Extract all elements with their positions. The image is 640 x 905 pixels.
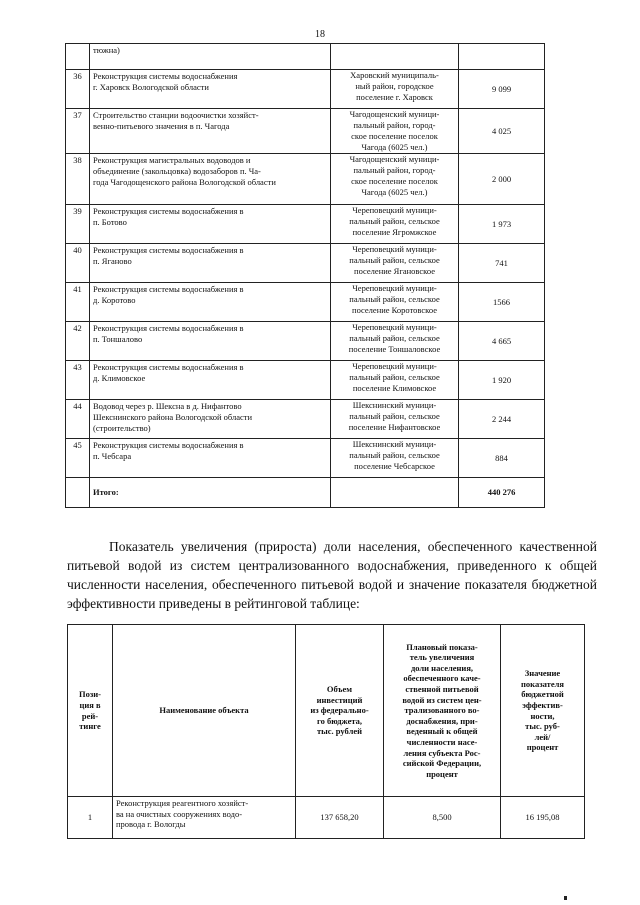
object-name: Реконструкция системы водоснабжения г. Харовск Вологодской области [90,70,331,109]
object-location: Харовский муниципаль- ный район, городское поселение г. Харовск [331,70,459,109]
table-row [66,109,545,154]
object-location: Череповецкий муници- пальный район, сельское поселение Тоншаловское [331,322,459,361]
object-name: Строительство станции водоочистки хозяйст- венно-питьевого значения в п. Чагода [90,109,331,154]
row-number: 39 [66,205,90,244]
object-name: Реконструкция системы водоснабжения в п. Яганово [90,244,331,283]
total-label: Итого: [90,478,331,508]
object-location: Череповецкий муници- пальный район, сельское поселение Климовское [331,361,459,400]
row-number: 44 [66,400,90,439]
header-investment: Объем инвестиций из федерально- го бюджета, тыс. рублей [296,625,384,797]
table-row [66,205,545,244]
header-efficiency: Значение показателя бюджетной эффектив- ности, тыс. руб- лей/ процент [501,625,585,797]
header-share: Плановый показа- тель увеличения доли населения, обеспеченного каче- ственной питьевой водой из систем цен- трализованного во- доснабжения, при- веденный к общей численности насе- ления субъекта Рос- сийской Федерации, процент [384,625,501,797]
investment-value: 2 244 [459,400,545,439]
investment-value: 1 973 [459,205,545,244]
row-number: 42 [66,322,90,361]
investment-value: 1566 [459,283,545,322]
page-number: 18 [315,29,325,40]
investment-value: 9 099 [459,70,545,109]
table-row [66,439,545,478]
projects-table [65,43,545,508]
object-location: Череповецкий муници- пальный район, сельское поселение Ягановское [331,244,459,283]
investment-value: 2 000 [459,154,545,205]
rating-position: 1 [68,797,113,839]
object-name: Реконструкция системы водоснабжения в д. Коротово [90,283,331,322]
object-location: Череповецкий муници- пальный район, сельское поселение Коротовское [331,283,459,322]
object-name: Реконструкция системы водоснабжения в п. Тоншалово [90,322,331,361]
table-header-row [68,625,585,797]
header-name: Наименование объекта [113,625,296,797]
table-row [66,283,545,322]
object-name: Реконструкция реагентного хозяйст- ва на очистных сооружениях водо- провода г. Вологды [113,797,296,839]
table-row [66,361,545,400]
object-name: Реконструкция магистральных водоводов и объединение (закольцовка) водозаборов п. Ча- года Чагодощенского района Вологодской области [90,154,331,205]
row-number: 37 [66,109,90,154]
object-location: Чагодощенский муници- пальный район, город- ское поселение поселок Чагода (6025 чел.) [331,154,459,205]
row-number: 40 [66,244,90,283]
investment-value: 884 [459,439,545,478]
object-name: Реконструкция системы водоснабжения в п. Ботово [90,205,331,244]
investment-value: 137 658,20 [296,797,384,839]
row-number: 38 [66,154,90,205]
object-location: Шекснинский муници- пальный район, сельское поселение Нифантовское [331,400,459,439]
total-value: 440 276 [459,478,545,508]
scan-mark [564,896,567,900]
investment-value: 4 665 [459,322,545,361]
table-row [66,400,545,439]
object-location: Череповецкий муници- пальный район, сельское поселение Ягромжское [331,205,459,244]
table-row [66,70,545,109]
header-position: Пози- ция в рей- тинге [68,625,113,797]
investment-value: 1 920 [459,361,545,400]
investment-value: 741 [459,244,545,283]
object-name: Реконструкция системы водоснабжения в п. Чебсара [90,439,331,478]
table-row [66,244,545,283]
table-row [66,322,545,361]
body-paragraph: Показатель увеличения (прироста) доли населения, обеспеченного качественной питьевой водой из систем централизованного водоснабжения, приведенного к общей численности населения, обеспеченного питьевой водой и значение показателя бюджетной эффективности приведены в рейтинговой таблице: [67,539,597,611]
object-location: Шекснинский муници- пальный район, сельское поселение Чебсарское [331,439,459,478]
total-row [66,478,545,508]
investment-value: 4 025 [459,109,545,154]
carry-over-text: тюжна) [90,44,331,70]
object-name: Водовод через р. Шексна в д. Нифантово Шекснинского района Вологодской области (строительство) [90,400,331,439]
row-number: 36 [66,70,90,109]
object-name: Реконструкция системы водоснабжения в д. Климовское [90,361,331,400]
row-number: 45 [66,439,90,478]
share-value: 8,500 [384,797,501,839]
row-number: 43 [66,361,90,400]
row-number: 41 [66,283,90,322]
table-row [68,797,585,839]
table-row [66,44,545,70]
object-location: Чагодощенский муници- пальный район, город- ское поселение поселок Чагода (6025 чел.) [331,109,459,154]
table-row [66,154,545,205]
efficiency-value: 16 195,08 [501,797,585,839]
rating-table [67,624,585,839]
